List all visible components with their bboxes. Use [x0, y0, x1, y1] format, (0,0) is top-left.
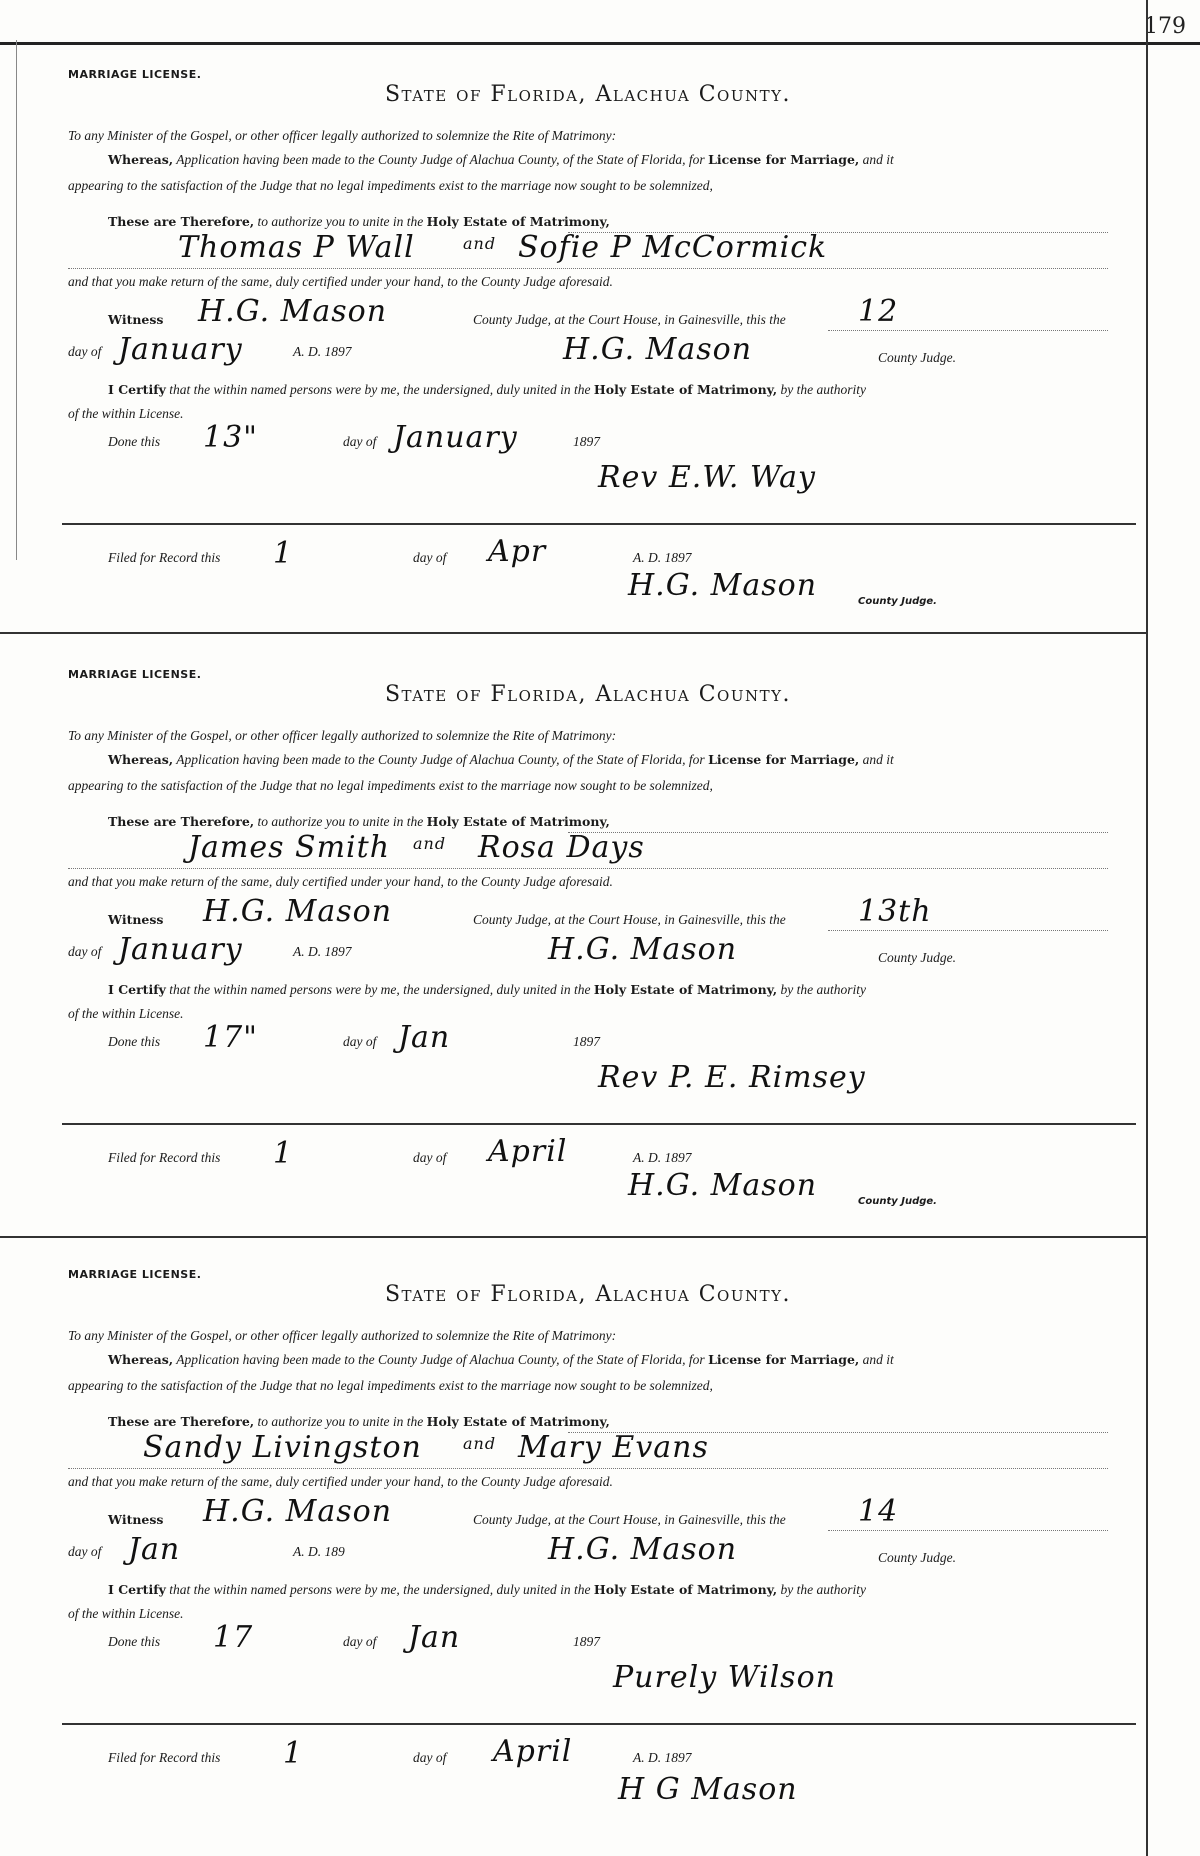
certify-end: by the authority: [780, 382, 866, 397]
witness-line: [108, 1512, 163, 1528]
certify-text: that the within named persons were by me, the undersigned, duly united in the: [169, 982, 591, 997]
license-for-marriage: License for Marriage,: [708, 152, 860, 167]
to-minister-line: To any Minister of the Gospel, or other officer legally authorized to solemnize the Rite of Matrimony:: [68, 1328, 617, 1343]
license-title: State of Florida, Alachua County.: [384, 1282, 792, 1307]
these-keyword: These are Therefore,: [108, 814, 255, 829]
marriage-license-1: [68, 68, 1108, 628]
within-license: of the within License.: [68, 1006, 184, 1021]
and-word: and: [463, 234, 497, 253]
groom-name: Thomas P Wall: [178, 230, 415, 265]
marriage-license-2: [68, 668, 1108, 1228]
these-text: to authorize you to unite in the: [257, 1414, 424, 1429]
to-minister-line: To any Minister of the Gospel, or other officer legally authorized to solemnize the Rite of Matrimony:: [68, 128, 617, 143]
done-day-of: day of: [343, 1034, 377, 1049]
day-of-label: day of: [68, 1544, 102, 1559]
right-margin-rule: [1146, 0, 1148, 1856]
done-year: 1897: [573, 1034, 600, 1049]
judge-signature: H.G. Mason: [548, 932, 738, 967]
license-separator: [0, 1236, 1148, 1238]
dotted-rule: [828, 330, 1108, 331]
done-day: 17": [203, 1020, 258, 1055]
done-day-of: day of: [343, 434, 377, 449]
license-title: State of Florida, Alachua County.: [384, 682, 792, 707]
whereas-keyword: Whereas,: [108, 152, 174, 167]
filed-day: 1: [273, 1136, 294, 1171]
filed-label: Filed for Record this: [108, 1150, 221, 1165]
filed-ad-year: A. D. 1897: [633, 1750, 692, 1765]
witness-label: Witness: [108, 912, 164, 927]
these-text: to authorize you to unite in the: [257, 214, 424, 229]
issue-month: January: [118, 332, 243, 367]
bride-name: Rosa Days: [478, 830, 645, 865]
done-day-of: day of: [343, 1634, 377, 1649]
witness-line: [108, 312, 163, 328]
dotted-rule: [68, 268, 1108, 269]
groom-name: Sandy Livingston: [143, 1430, 422, 1465]
certify-keyword: I Certify: [108, 982, 166, 997]
done-month: Jan: [398, 1020, 451, 1055]
license-label: MARRIAGE LICENSE.: [68, 1268, 202, 1281]
witness-signature: H.G. Mason: [203, 1494, 393, 1529]
and-word: and: [463, 1434, 497, 1453]
officiant-signature: Purely Wilson: [613, 1660, 836, 1695]
bride-name: Sofie P McCormick: [518, 230, 828, 265]
these-keyword: These are Therefore,: [108, 214, 255, 229]
certify-end: by the authority: [780, 982, 866, 997]
these-keyword: These are Therefore,: [108, 1414, 255, 1429]
license-for-marriage: License for Marriage,: [708, 752, 860, 767]
filed-county-judge: County Judge.: [858, 1196, 937, 1207]
officiant-signature: Rev P. E. Rimsey: [598, 1060, 866, 1095]
these-text: to authorize you to unite in the: [257, 814, 424, 829]
filed-divider: [62, 1723, 1136, 1725]
these-line: [108, 814, 610, 830]
to-minister-line: To any Minister of the Gospel, or other officer legally authorized to solemnize the Rite of Matrimony:: [68, 728, 617, 743]
done-day: 17: [213, 1620, 254, 1655]
done-month: January: [393, 420, 518, 455]
filed-ad-year: A. D. 1897: [633, 1150, 692, 1165]
filed-divider: [62, 523, 1136, 525]
filed-day-of: day of: [413, 550, 447, 565]
dotted-rule: [828, 1530, 1108, 1531]
certify-holy-estate: Holy Estate of Matrimony,: [593, 382, 778, 397]
filed-divider: [62, 1123, 1136, 1125]
top-rule: [0, 42, 1200, 45]
whereas-line: [108, 1352, 894, 1368]
dotted-rule: [568, 832, 1108, 833]
whereas-text: Application having been made to the County Judge of Alachua County, of the State of Florida, for: [176, 752, 705, 767]
court-house-line: County Judge, at the Court House, in Gainesville, this the: [473, 912, 786, 927]
filed-day: 1: [283, 1736, 304, 1771]
ad-year: A. D. 1897: [293, 944, 352, 959]
issue-month: January: [118, 932, 243, 967]
whereas-end: and it: [862, 752, 894, 767]
bride-name: Mary Evans: [518, 1430, 709, 1465]
certify-end: by the authority: [780, 1582, 866, 1597]
dotted-rule: [68, 868, 1108, 869]
day-of-label: day of: [68, 944, 102, 959]
witness-signature: H.G. Mason: [198, 294, 388, 329]
judge-signature: H.G. Mason: [548, 1532, 738, 1567]
witness-label: Witness: [108, 312, 164, 327]
certify-keyword: I Certify: [108, 382, 166, 397]
certify-text: that the within named persons were by me, the undersigned, duly united in the: [169, 1582, 591, 1597]
filed-ad-year: A. D. 1897: [633, 550, 692, 565]
ad-year: A. D. 1897: [293, 344, 352, 359]
filed-label: Filed for Record this: [108, 550, 221, 565]
certify-text: that the within named persons were by me, the undersigned, duly united in the: [169, 382, 591, 397]
county-judge-label: County Judge.: [878, 1550, 956, 1565]
officiant-signature: Rev E.W. Way: [598, 460, 816, 495]
license-separator: [0, 632, 1148, 634]
judge-signature: H.G. Mason: [563, 332, 753, 367]
done-this-label: Done this: [108, 1034, 161, 1049]
license-label: MARRIAGE LICENSE.: [68, 68, 202, 81]
issue-month: Jan: [128, 1532, 181, 1567]
dotted-rule: [68, 1468, 1108, 1469]
whereas-text: Application having been made to the County Judge of Alachua County, of the State of Florida, for: [176, 152, 705, 167]
issue-day: 13th: [858, 894, 932, 929]
county-judge-label: County Judge.: [878, 350, 956, 365]
done-day: 13": [203, 420, 258, 455]
groom-name: James Smith: [188, 830, 391, 865]
and-word: and: [413, 834, 447, 853]
issue-day: 14: [858, 1494, 899, 1529]
these-line: [108, 214, 610, 230]
filed-judge-signature: H.G. Mason: [628, 1168, 818, 1203]
filed-county-judge: County Judge.: [858, 596, 937, 607]
filed-day-of: day of: [413, 1150, 447, 1165]
filed-judge-signature: H.G. Mason: [628, 568, 818, 603]
whereas-text: Application having been made to the County Judge of Alachua County, of the State of Florida, for: [176, 1352, 705, 1367]
county-judge-label: County Judge.: [878, 950, 956, 965]
certify-line: [108, 982, 866, 998]
whereas-keyword: Whereas,: [108, 752, 174, 767]
return-line: and that you make return of the same, duly certified under your hand, to the County Judge aforesaid.: [68, 274, 613, 289]
certify-line: [108, 1582, 866, 1598]
page-number: 179: [1144, 14, 1186, 39]
done-year: 1897: [573, 1634, 600, 1649]
marriage-license-3: [68, 1268, 1108, 1848]
dotted-rule: [828, 930, 1108, 931]
certify-holy-estate: Holy Estate of Matrimony,: [593, 982, 778, 997]
appearing-line: appearing to the satisfaction of the Judge that no legal impediments exist to the marriage now sought to be solemnized,: [68, 778, 713, 793]
appearing-line: appearing to the satisfaction of the Judge that no legal impediments exist to the marriage now sought to be solemnized,: [68, 178, 713, 193]
holy-estate: Holy Estate of Matrimony,: [426, 1414, 610, 1429]
left-margin-rule: [16, 40, 17, 560]
issue-day: 12: [858, 294, 899, 329]
license-label: MARRIAGE LICENSE.: [68, 668, 202, 681]
these-line: [108, 1414, 610, 1430]
filed-label: Filed for Record this: [108, 1750, 221, 1765]
license-for-marriage: License for Marriage,: [708, 1352, 860, 1367]
court-house-line: County Judge, at the Court House, in Gainesville, this the: [473, 312, 786, 327]
within-license: of the within License.: [68, 1606, 184, 1621]
done-year: 1897: [573, 434, 600, 449]
certify-keyword: I Certify: [108, 1582, 166, 1597]
within-license: of the within License.: [68, 406, 184, 421]
filed-month: April: [493, 1734, 573, 1769]
done-this-label: Done this: [108, 1634, 161, 1649]
day-of-label: day of: [68, 344, 102, 359]
whereas-line: [108, 752, 894, 768]
filed-day-of: day of: [413, 1750, 447, 1765]
return-line: and that you make return of the same, duly certified under your hand, to the County Judge aforesaid.: [68, 874, 613, 889]
return-line: and that you make return of the same, duly certified under your hand, to the County Judge aforesaid.: [68, 1474, 613, 1489]
done-this-label: Done this: [108, 434, 161, 449]
whereas-line: [108, 152, 894, 168]
filed-judge-signature: H G Mason: [618, 1772, 798, 1807]
filed-day: 1: [273, 536, 294, 571]
holy-estate: Holy Estate of Matrimony,: [426, 214, 610, 229]
witness-label: Witness: [108, 1512, 164, 1527]
whereas-keyword: Whereas,: [108, 1352, 174, 1367]
witness-line: [108, 912, 163, 928]
holy-estate: Holy Estate of Matrimony,: [426, 814, 610, 829]
done-month: Jan: [408, 1620, 461, 1655]
ad-year: A. D. 189: [293, 1544, 345, 1559]
filed-month: Apr: [488, 534, 547, 569]
appearing-line: appearing to the satisfaction of the Judge that no legal impediments exist to the marriage now sought to be solemnized,: [68, 1378, 713, 1393]
filed-month: April: [488, 1134, 568, 1169]
license-title: State of Florida, Alachua County.: [384, 82, 792, 107]
whereas-end: and it: [862, 152, 894, 167]
witness-signature: H.G. Mason: [203, 894, 393, 929]
certify-holy-estate: Holy Estate of Matrimony,: [593, 1582, 778, 1597]
whereas-end: and it: [862, 1352, 894, 1367]
certify-line: [108, 382, 866, 398]
court-house-line: County Judge, at the Court House, in Gainesville, this the: [473, 1512, 786, 1527]
